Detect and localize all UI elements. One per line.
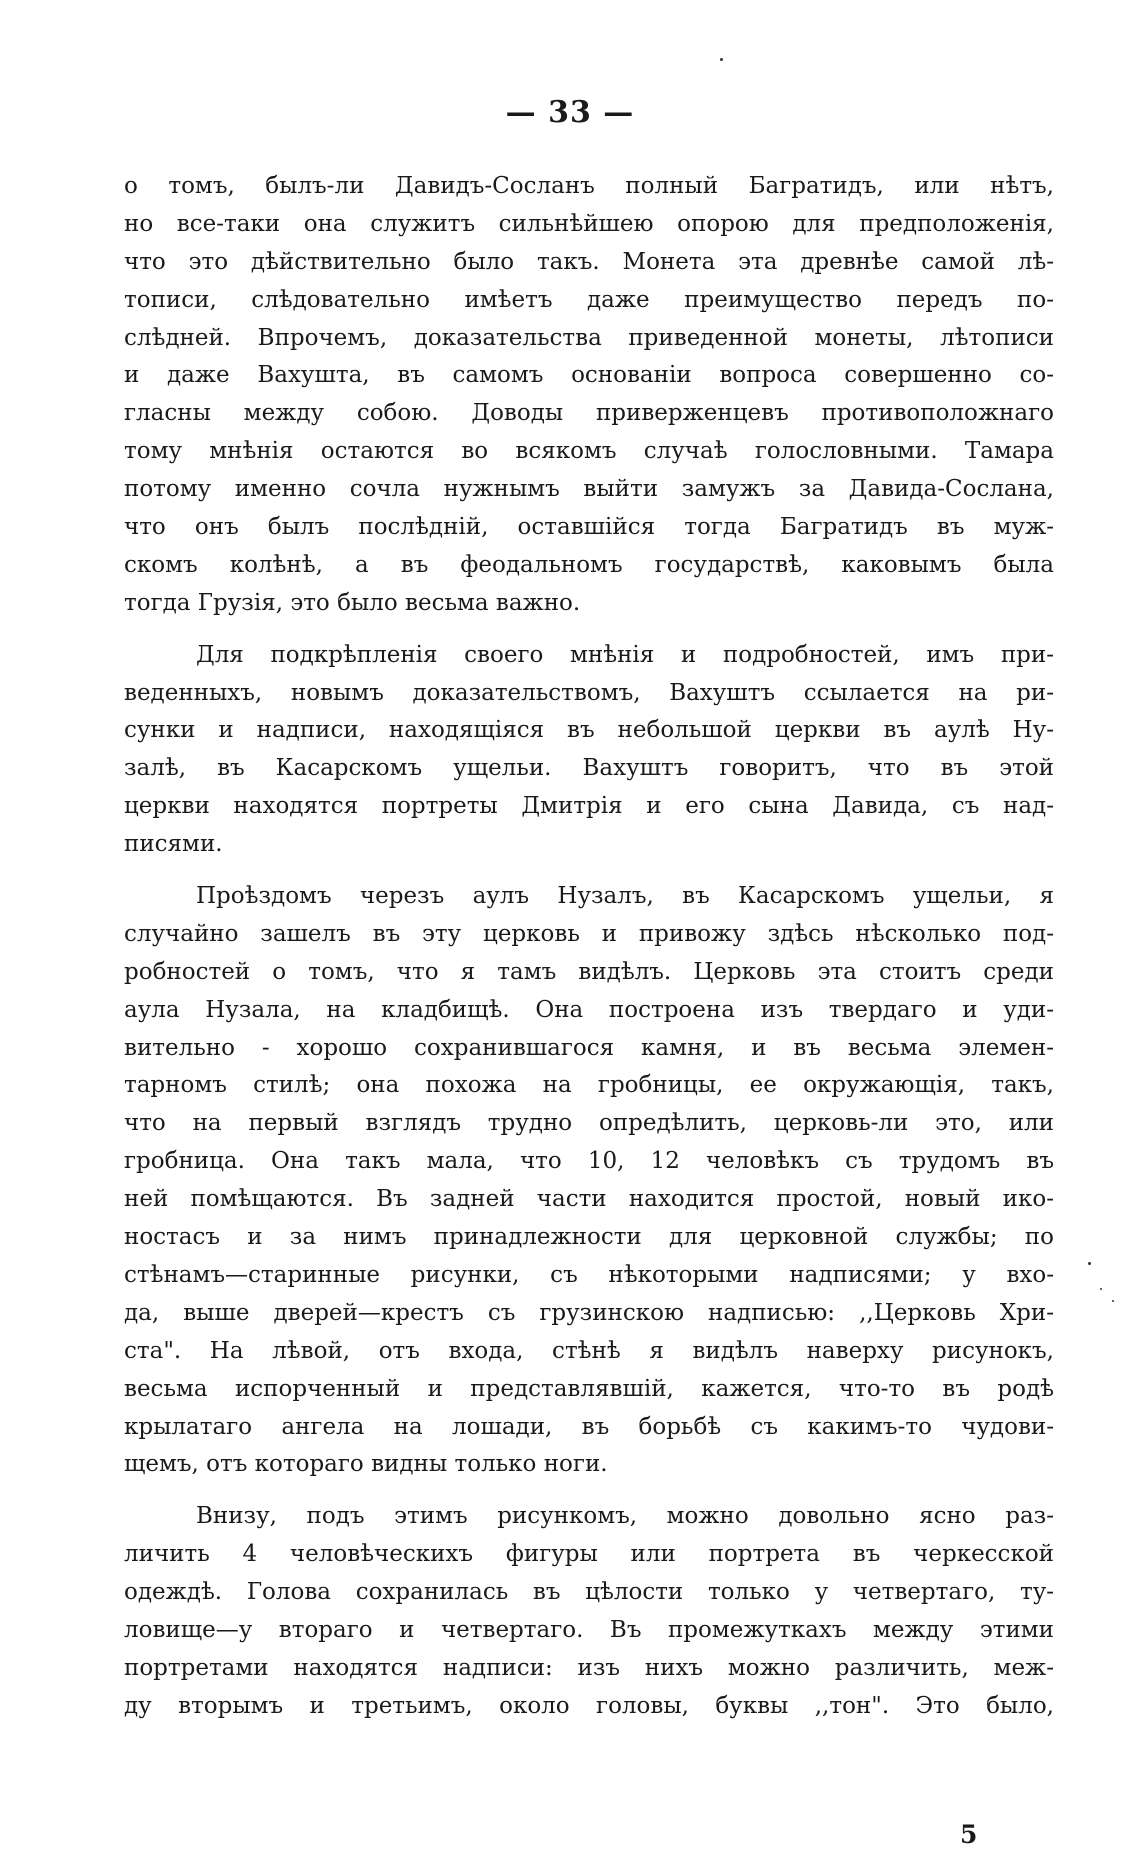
text-line: ста". На лѣвой, отъ входа, стѣнѣ я видѣлъ наверху рисунокъ, xyxy=(124,1337,1054,1364)
text-line: одеждѣ. Голова сохранилась въ цѣлости только у четвертаго, ту- xyxy=(124,1579,1054,1606)
paragraph-1 xyxy=(124,168,1054,623)
text-line: Проѣздомъ черезъ аулъ Нузалъ, въ Касарскомъ ущельи, я xyxy=(196,883,1054,910)
text-line: тописи, слѣдовательно имѣетъ даже преимущество передъ по- xyxy=(124,286,1054,313)
text-line: ней помѣщаются. Въ задней части находится простой, новый ико- xyxy=(124,1186,1054,1213)
text-line: случайно зашелъ въ эту церковь и привожу здѣсь нѣсколько под- xyxy=(124,920,1054,947)
text-line: вительно - хорошо сохранившагося камня, и въ весьма элемен- xyxy=(124,1034,1054,1061)
text-line: весьма испорченный и представлявшій, кажется, что-то въ родѣ xyxy=(124,1375,1054,1402)
text-line: аула Нузала, на кладбищѣ. Она построена изъ твердаго и уди- xyxy=(124,996,1054,1023)
text-line: да, выше дверей—крестъ съ грузинскою надписью: ,,Церковь Хри- xyxy=(124,1299,1054,1326)
text-line: щемъ, отъ котораго видны только ноги. xyxy=(124,1451,608,1478)
text-line: сунки и надписи, находящіяся въ небольшой церкви въ аулѣ Ну- xyxy=(124,717,1054,744)
text-line: ностасъ и за нимъ принадлежности для церковной службы; по xyxy=(124,1224,1054,1251)
text-line: гробница. Она такъ мала, что 10, 12 человѣкъ съ трудомъ въ xyxy=(124,1148,1054,1175)
text-line: потому именно сочла нужнымъ выйти замужъ за Давида-Сослана, xyxy=(124,476,1054,503)
scan-speck xyxy=(1112,1300,1114,1302)
text-line: крылатаго ангела на лошади, въ борьбѣ съ какимъ-то чудови- xyxy=(124,1413,1054,1440)
text-line: ловище—у втораго и четвертаго. Въ промежуткахъ между этими xyxy=(124,1616,1054,1643)
signature-mark: 5 xyxy=(960,1820,978,1849)
text-line: гласны между собою. Доводы приверженцевъ противоположнаго xyxy=(124,400,1054,427)
text-line: писями. xyxy=(124,831,223,858)
scan-speck xyxy=(1100,1288,1102,1290)
text-line: что это дѣйствительно было такъ. Монета эта древнѣе самой лѣ- xyxy=(124,248,1054,275)
text-line: и даже Вахушта, въ самомъ основаніи вопроса совершенно со- xyxy=(124,362,1054,389)
text-line: залѣ, въ Касарскомъ ущельи. Вахуштъ говоритъ, что въ этой xyxy=(124,755,1054,782)
text-line: что на первый взглядъ трудно опредѣлить, церковь-ли это, или xyxy=(124,1110,1054,1137)
text-line: о томъ, былъ-ли Давидъ-Сосланъ полный Багратидъ, или нѣтъ, xyxy=(124,173,1054,199)
paragraph-4 xyxy=(124,1498,1054,1725)
paragraph-gap xyxy=(124,864,1054,878)
paragraph-3 xyxy=(124,878,1054,1484)
paragraph-gap xyxy=(124,623,1054,637)
text-line: тому мнѣнія остаются во всякомъ случаѣ голословными. Тамара xyxy=(124,438,1054,465)
text-line: веденныхъ, новымъ доказательствомъ, Вахуштъ ссылается на ри- xyxy=(124,679,1054,706)
text-line: слѣдней. Впрочемъ, доказательства приведенной монеты, лѣтописи xyxy=(124,324,1054,351)
scan-speck xyxy=(1088,1262,1091,1265)
text-line: ду вторымъ и третьимъ, около головы, буквы ,,тон". Это было, xyxy=(124,1692,1054,1719)
text-line: Внизу, подъ этимъ рисункомъ, можно довольно ясно раз- xyxy=(196,1503,1054,1530)
text-line: что онъ былъ послѣдній, оставшійся тогда Багратидъ въ муж- xyxy=(124,514,1054,541)
paragraph-gap xyxy=(124,1484,1054,1498)
page-number: — 33 — xyxy=(505,95,635,130)
text-line: портретами находятся надписи: изъ нихъ можно различить, меж- xyxy=(124,1654,1054,1681)
text-line: но все-таки она служитъ сильнѣйшею опорою для предположенія, xyxy=(124,210,1054,237)
body-text xyxy=(124,168,1054,1726)
text-line: Для подкрѣпленія своего мнѣнія и подробностей, имъ при- xyxy=(196,641,1054,668)
text-line: стѣнамъ—старинные рисунки, съ нѣкоторыми надписями; у вхо- xyxy=(124,1261,1054,1288)
text-line: тарномъ стилѣ; она похожа на гробницы, ее окружающія, такъ, xyxy=(124,1072,1054,1099)
paragraph-2 xyxy=(124,637,1054,864)
text-line: личить 4 человѣческихъ фигуры или портрета въ черкесской xyxy=(124,1541,1054,1568)
text-line: робностей о томъ, что я тамъ видѣлъ. Церковь эта стоитъ среди xyxy=(124,958,1054,985)
scan-speck xyxy=(720,58,723,61)
text-line: церкви находятся портреты Дмитрія и его сына Давида, съ над- xyxy=(124,793,1054,820)
text-line: тогда Грузія, это было весьма важно. xyxy=(124,589,581,616)
text-line: скомъ колѣнѣ, а въ феодальномъ государствѣ, каковымъ была xyxy=(124,551,1054,578)
